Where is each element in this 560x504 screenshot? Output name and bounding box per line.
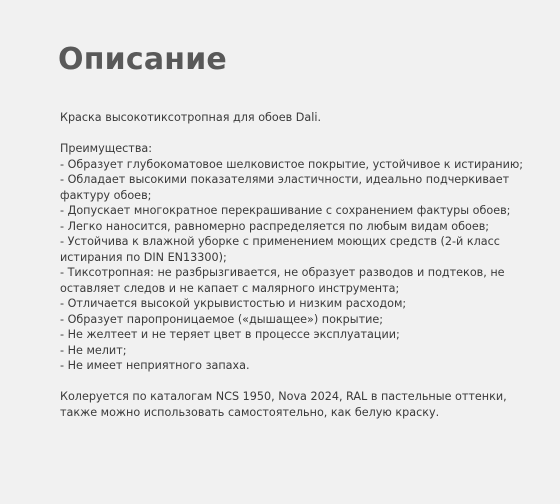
- spacer: [60, 374, 530, 390]
- spacer: [60, 126, 530, 142]
- page-title: Описание: [58, 42, 227, 77]
- advantage-item: - Не имеет неприятного запаха.: [60, 359, 250, 372]
- footer-text: Колеруется по каталогам NCS 1950, Nova 2024, RAL в пастельные оттенки, также можно использовать самостоятельно, как белую краску.: [60, 390, 507, 419]
- advantage-item: - Обладает высокими показателями эластичности, идеально подчеркивает фактуру обоев;: [60, 173, 510, 202]
- advantage-item: - Образует паропроницаемое («дышащее») покрытие;: [60, 312, 384, 326]
- advantage-item: - Отличается высокой укрывистостью и низким расходом;: [60, 297, 407, 310]
- advantages-heading: Преимущества:: [60, 142, 153, 155]
- intro-text: Краска высокотиксотропная для обоев Dali.: [60, 111, 322, 124]
- advantage-item: - Допускает многократное перекрашивание с сохранением фактуры обоев;: [60, 204, 511, 217]
- advantage-item: - Тиксотропная: не разбрызгивается, не образует разводов и подтеков, не оставляет следов и не капает с малярного инструмента;: [60, 266, 505, 295]
- advantage-item: - Не желтеет и не теряет цвет в процессе эксплуатации;: [60, 328, 400, 341]
- advantage-item: - Легко наносится, равномерно распределяется по любым видам обоев;: [60, 219, 490, 233]
- description-content: [60, 110, 530, 420]
- advantage-item: - Образует глубокоматовое шелковистое покрытие, устойчивое к истиранию;: [60, 157, 524, 171]
- advantage-item: - Не мелит;: [60, 343, 127, 357]
- advantage-item: - Устойчива к влажной уборке с применением моющих средств (2-й класс истирания по DIN EN13300);: [60, 235, 500, 264]
- advantages-list: [60, 157, 530, 374]
